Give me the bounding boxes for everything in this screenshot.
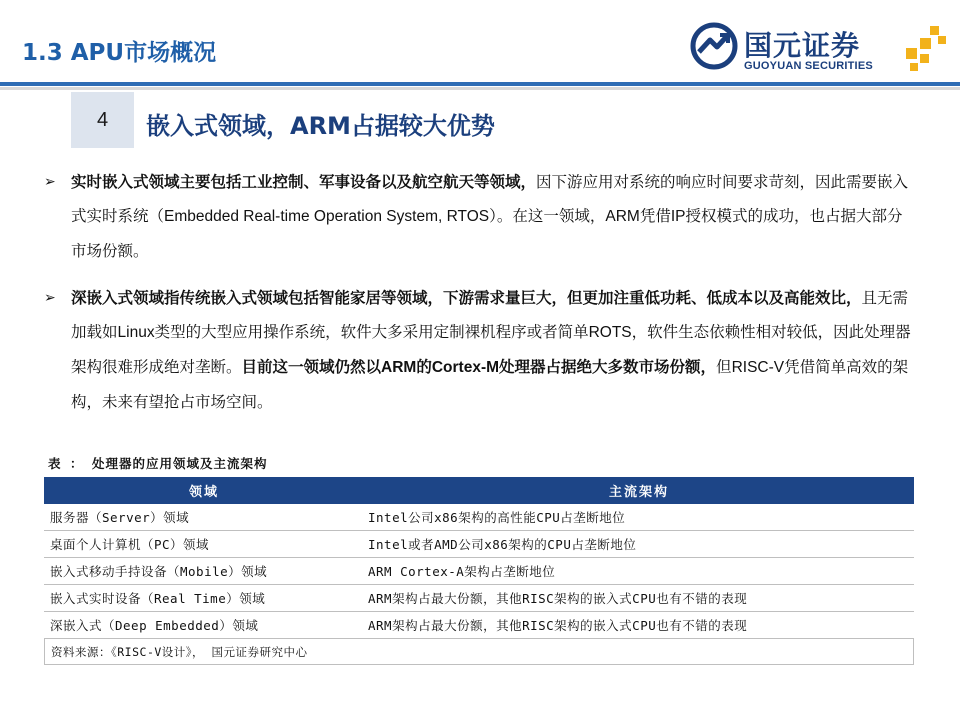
bullet-bold-tail: 的	[416, 357, 432, 376]
section-heading-part2: 占据较大优势	[350, 111, 495, 140]
bullet-text-latin: ROTS	[588, 324, 632, 341]
table-row	[44, 612, 914, 639]
bullet-bold-lead: 实时嵌入式领域主要包括工业控制、军事设备以及航空航天等领域，	[71, 172, 537, 191]
bullet-bold-latin: ARM	[381, 359, 417, 376]
arrow-bullet-icon: ➢	[44, 290, 56, 306]
table-row	[44, 585, 914, 612]
bullet-text	[71, 165, 916, 268]
page-title: 1.3 APU市场概况	[22, 40, 217, 66]
bullet-bold-lead: 深嵌入式领域指传统嵌入式领域包括智能家居等领域，下游需求量巨大，但更加注重低功耗、低成本以及高能效比，	[71, 288, 862, 307]
table-caption: 表 ： 处理器的应用领域及主流架构	[48, 456, 268, 471]
column-header-architecture: 主流架构	[364, 477, 914, 504]
company-logo	[690, 22, 952, 78]
bullet-text-latin: Embedded Real-time Operation System, RTOS	[164, 208, 490, 225]
bullet-text	[71, 281, 916, 419]
bullet-bold-latin: Cortex-M	[431, 359, 500, 376]
architecture-table	[44, 477, 914, 639]
bullet-text-part: 但	[716, 358, 732, 376]
table-cell-domain: 嵌入式移动手持设备（Mobile）领域	[44, 558, 364, 585]
bullet-bold-tail: 处理器占据绝大多数市场份额，	[499, 357, 717, 376]
bullet-text-part: 授权模式的成功，也占据大部分市场份额。	[71, 207, 903, 260]
section-heading-latin: ARM	[290, 112, 351, 140]
logo-squares-icon	[902, 26, 948, 72]
table-row	[44, 531, 914, 558]
header-divider	[0, 82, 960, 86]
table-cell-domain: 桌面个人计算机（PC）领域	[44, 531, 364, 558]
bullet-text-part: 凭借	[639, 207, 671, 225]
table-cell-domain: 深嵌入式（Deep Embedded）领域	[44, 612, 364, 639]
bullet-text-latin: ARM	[605, 208, 640, 225]
section-heading	[146, 106, 495, 141]
bullet-text-latin: RISC-V	[731, 359, 785, 376]
arrow-bullet-icon: ➢	[44, 174, 56, 190]
bullet-text-part: 且无需加载如	[71, 289, 909, 341]
table-cell-architecture: Intel公司x86架构的高性能CPU占垄断地位	[364, 504, 914, 531]
table-row	[44, 504, 914, 531]
table-cell-architecture: ARM Cortex-A架构占垄断地位	[364, 558, 914, 585]
logo-text-cn: 国元证券	[744, 29, 861, 62]
bullet-text-part: ，软件生态依赖性相对较低，因此处理器架构很难形成绝对垄断。	[71, 323, 911, 376]
bullet-text-part: ）。在这一领域，	[489, 207, 606, 225]
guoyuan-logo-icon	[690, 22, 738, 70]
table-source-row	[44, 639, 914, 665]
table-cell-architecture: ARM架构占最大份额，其他RISC架构的嵌入式CPU也有不错的表现	[364, 612, 914, 639]
table-cell-domain: 服务器（Server）领域	[44, 504, 364, 531]
header-divider-shadow	[0, 87, 960, 90]
bullet-text-part: 凭借简单高效的架构，未来有望抢占市场空间。	[71, 358, 909, 411]
bullet-text-part: 因下游应用对系统的响应时间要求苛刻，因此需要嵌入式实时系统（	[71, 173, 909, 225]
table-cell-architecture: ARM架构占最大份额，其他RISC架构的嵌入式CPU也有不错的表现	[364, 585, 914, 612]
bullet-text-latin: Linux	[117, 324, 155, 341]
table-header-row	[44, 477, 914, 504]
bullet-bold-tail: 目前这一领域仍然以	[241, 357, 382, 376]
table-cell-domain: 嵌入式实时设备（Real Time）领域	[44, 585, 364, 612]
table-source: 资料来源：《RISC-V设计》， 国元证券研究中心	[51, 644, 308, 659]
logo-text-en: GUOYUAN SECURITIES	[744, 60, 873, 72]
table-row	[44, 558, 914, 585]
column-header-domain: 领域	[44, 477, 364, 504]
table-cell-architecture: Intel或者AMD公司x86架构的CPU占垄断地位	[364, 531, 914, 558]
bullet-text-latin: IP	[670, 208, 686, 225]
section-number-box	[71, 92, 134, 148]
bullet-text-part: 类型的大型应用操作系统，软件大多采用定制裸机程序或者简单	[154, 323, 589, 341]
section-heading-part1: 嵌入式领域，	[146, 111, 290, 140]
section-number: 4	[96, 108, 109, 131]
